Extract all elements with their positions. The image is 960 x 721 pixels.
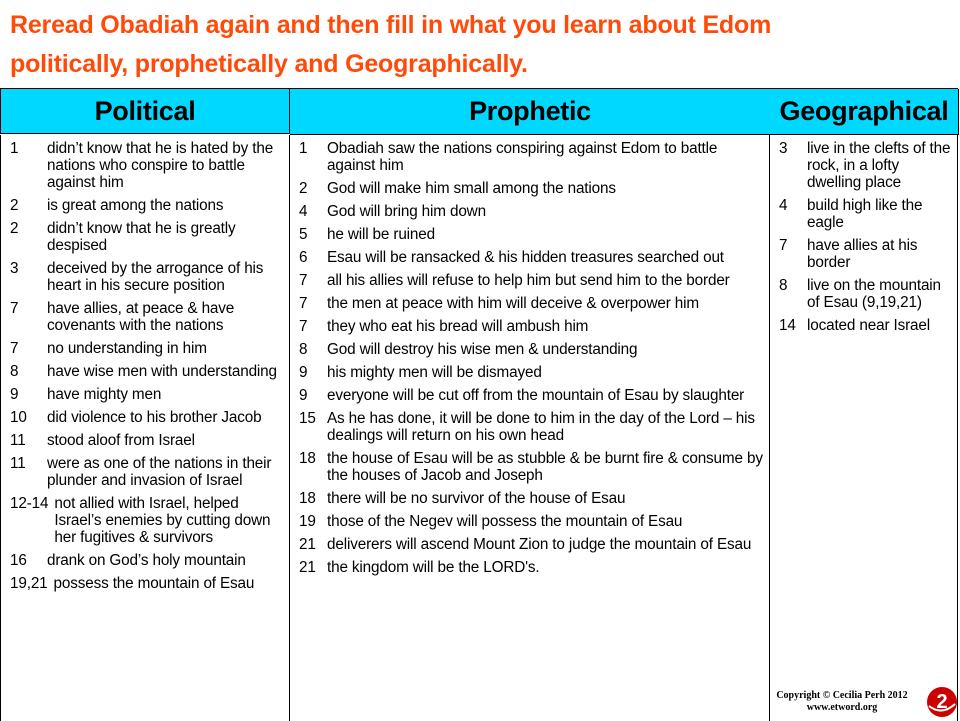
prophetic-item [299, 140, 763, 174]
political-item [10, 140, 283, 191]
item-text: have mighty men [47, 386, 162, 403]
political-list [1, 135, 289, 592]
item-text: Esau will be ransacked & his hidden treasures searched out [327, 249, 724, 266]
verse-number: 8 [10, 363, 19, 380]
item-text: the men at peace with him will deceive & overpower him [327, 295, 699, 312]
prophetic-item [299, 513, 763, 530]
verse-number: 8 [299, 341, 308, 358]
prophetic-item [299, 272, 763, 289]
item-text: everyone will be cut off from the mountain of Esau by slaughter [327, 387, 745, 404]
item-text: all his allies will refuse to help him but send him to the border [327, 272, 730, 289]
prophetic-item [299, 226, 763, 243]
prophetic-item [299, 387, 763, 404]
prophetic-item [299, 180, 763, 197]
verse-number: 8 [779, 277, 788, 294]
prophetic-item [299, 490, 763, 507]
header-prophetic: Prophetic [290, 89, 771, 135]
item-text: have allies, at peace & have covenants with the nations [47, 300, 235, 334]
verse-number: 16 [10, 552, 27, 569]
political-item [10, 260, 283, 294]
verse-number: 5 [299, 226, 308, 243]
verse-number: 11 [10, 432, 26, 449]
political-item [10, 409, 283, 426]
verse-number: 18 [299, 490, 316, 507]
verse-number: 3 [779, 140, 788, 157]
political-item [10, 455, 283, 489]
verse-number: 7 [779, 237, 788, 254]
item-text: God will make him small among the nations [327, 180, 616, 197]
verse-number: 7 [10, 300, 19, 317]
geographical-item [779, 277, 951, 311]
verse-number: 21 [299, 536, 316, 553]
political-item [10, 386, 283, 403]
verse-number: 1 [10, 140, 19, 157]
verse-number: 2 [10, 220, 19, 237]
verse-number: 6 [299, 249, 308, 266]
political-item [10, 220, 283, 254]
prophetic-item [299, 341, 763, 358]
item-text: God will bring him down [327, 203, 486, 220]
item-text: have allies at his border [807, 237, 918, 271]
item-text: have wise men with understanding [47, 363, 277, 380]
item-text: did violence to his brother Jacob [47, 409, 262, 426]
prophetic-item [299, 364, 763, 381]
prophetic-item [299, 249, 763, 266]
verse-number: 14 [779, 317, 796, 334]
item-text: didn’t know that he is hated by the nations who conspire to battle against him [47, 140, 274, 191]
verse-number: 7 [299, 318, 308, 335]
prophetic-item [299, 410, 763, 444]
item-text: live on the mountain of Esau (9,19,21) [807, 277, 941, 311]
political-item [10, 363, 283, 380]
item-text: As he has done, it will be done to him in the day of the Lord – his dealings will return on his own head [327, 410, 755, 444]
verse-number: 9 [10, 386, 19, 403]
item-text: those of the Negev will possess the mountain of Esau [327, 513, 683, 530]
verse-number: 7 [10, 340, 19, 357]
geographical-item [779, 237, 951, 271]
verse-number: 21 [299, 559, 316, 576]
political-item [10, 340, 283, 357]
prophetic-column [290, 135, 770, 721]
etword-logo-icon [926, 686, 958, 718]
verse-number: 15 [299, 410, 316, 427]
item-text: build high like the eagle [807, 197, 923, 231]
item-text: were as one of the nations in their plunder and invasion of Israel [47, 455, 272, 489]
website-url: www.etword.org [806, 702, 878, 713]
header-geographical: Geographical [770, 89, 959, 135]
item-text: not allied with Israel, helped Israel’s enemies by cutting down her fugitives & survivors [54, 495, 271, 546]
item-text: no understanding in him [47, 340, 207, 357]
geographical-item [779, 317, 951, 334]
item-text: drank on God’s holy mountain [47, 552, 246, 569]
verse-number: 2 [10, 197, 19, 214]
geographical-column [770, 135, 958, 721]
item-text: didn’t know that he is greatly despised [47, 220, 236, 254]
edom-table [0, 88, 958, 721]
political-item [10, 495, 283, 546]
verse-number: 12-14 [10, 495, 49, 512]
verse-number: 19,21 [10, 575, 48, 592]
political-item [10, 575, 283, 592]
item-text: there will be no survivor of the house of Esau [327, 490, 626, 507]
prophetic-item [299, 203, 763, 220]
item-text: live in the clefts of the rock, in a lofty dwelling place [807, 140, 951, 191]
verse-number: 3 [10, 260, 19, 277]
header-political: Political [0, 89, 290, 134]
prophetic-item [299, 318, 763, 335]
geographical-item [779, 197, 951, 231]
verse-number: 2 [299, 180, 308, 197]
political-item [10, 432, 283, 449]
geographical-item [779, 140, 951, 191]
verse-number: 4 [299, 203, 308, 220]
political-item [10, 300, 283, 334]
verse-number: 11 [10, 455, 26, 472]
prophetic-item [299, 450, 763, 484]
logo-mark: 2 [936, 691, 948, 713]
political-item [10, 552, 283, 569]
copyright-notice [768, 690, 916, 714]
geographical-list [770, 135, 957, 334]
copyright-line: Copyright © Cecilia Perh 2012 [776, 690, 908, 701]
item-text: Obadiah saw the nations conspiring against Edom to battle against him [327, 140, 718, 174]
item-text: they who eat his bread will ambush him [327, 318, 589, 335]
verse-number: 18 [299, 450, 316, 467]
political-column [0, 135, 290, 721]
item-text: located near Israel [807, 317, 930, 334]
verse-number: 1 [299, 140, 308, 157]
item-text: is great among the nations [47, 197, 224, 214]
item-text: deceived by the arrogance of his heart in his secure position [47, 260, 264, 294]
political-item [10, 197, 283, 214]
prophetic-item [299, 295, 763, 312]
verse-number: 9 [299, 387, 308, 404]
title-line-1: Reread Obadiah again and then fill in what you learn about Edom [10, 11, 772, 39]
prophetic-list [290, 135, 769, 576]
item-text: possess the mountain of Esau [53, 575, 255, 592]
verse-number: 10 [10, 409, 27, 426]
verse-number: 9 [299, 364, 308, 381]
item-text: his mighty men will be dismayed [327, 364, 542, 381]
verse-number: 7 [299, 272, 308, 289]
item-text: stood aloof from Israel [47, 432, 195, 449]
prophetic-item [299, 536, 763, 553]
item-text: the house of Esau will be as stubble & be burnt fire & consume by the houses of Jacob and Joseph [327, 450, 763, 484]
verse-number: 7 [299, 295, 308, 312]
item-text: he will be ruined [327, 226, 435, 243]
item-text: the kingdom will be the LORD's. [327, 559, 540, 576]
verse-number: 19 [299, 513, 316, 530]
prophetic-item [299, 559, 763, 576]
title-line-2: politically, prophetically and Geographically. [10, 50, 528, 78]
item-text: deliverers will ascend Mount Zion to judge the mountain of Esau [327, 536, 752, 553]
verse-number: 4 [779, 197, 788, 214]
item-text: God will destroy his wise men & understanding [327, 341, 638, 358]
page-title [10, 6, 950, 84]
